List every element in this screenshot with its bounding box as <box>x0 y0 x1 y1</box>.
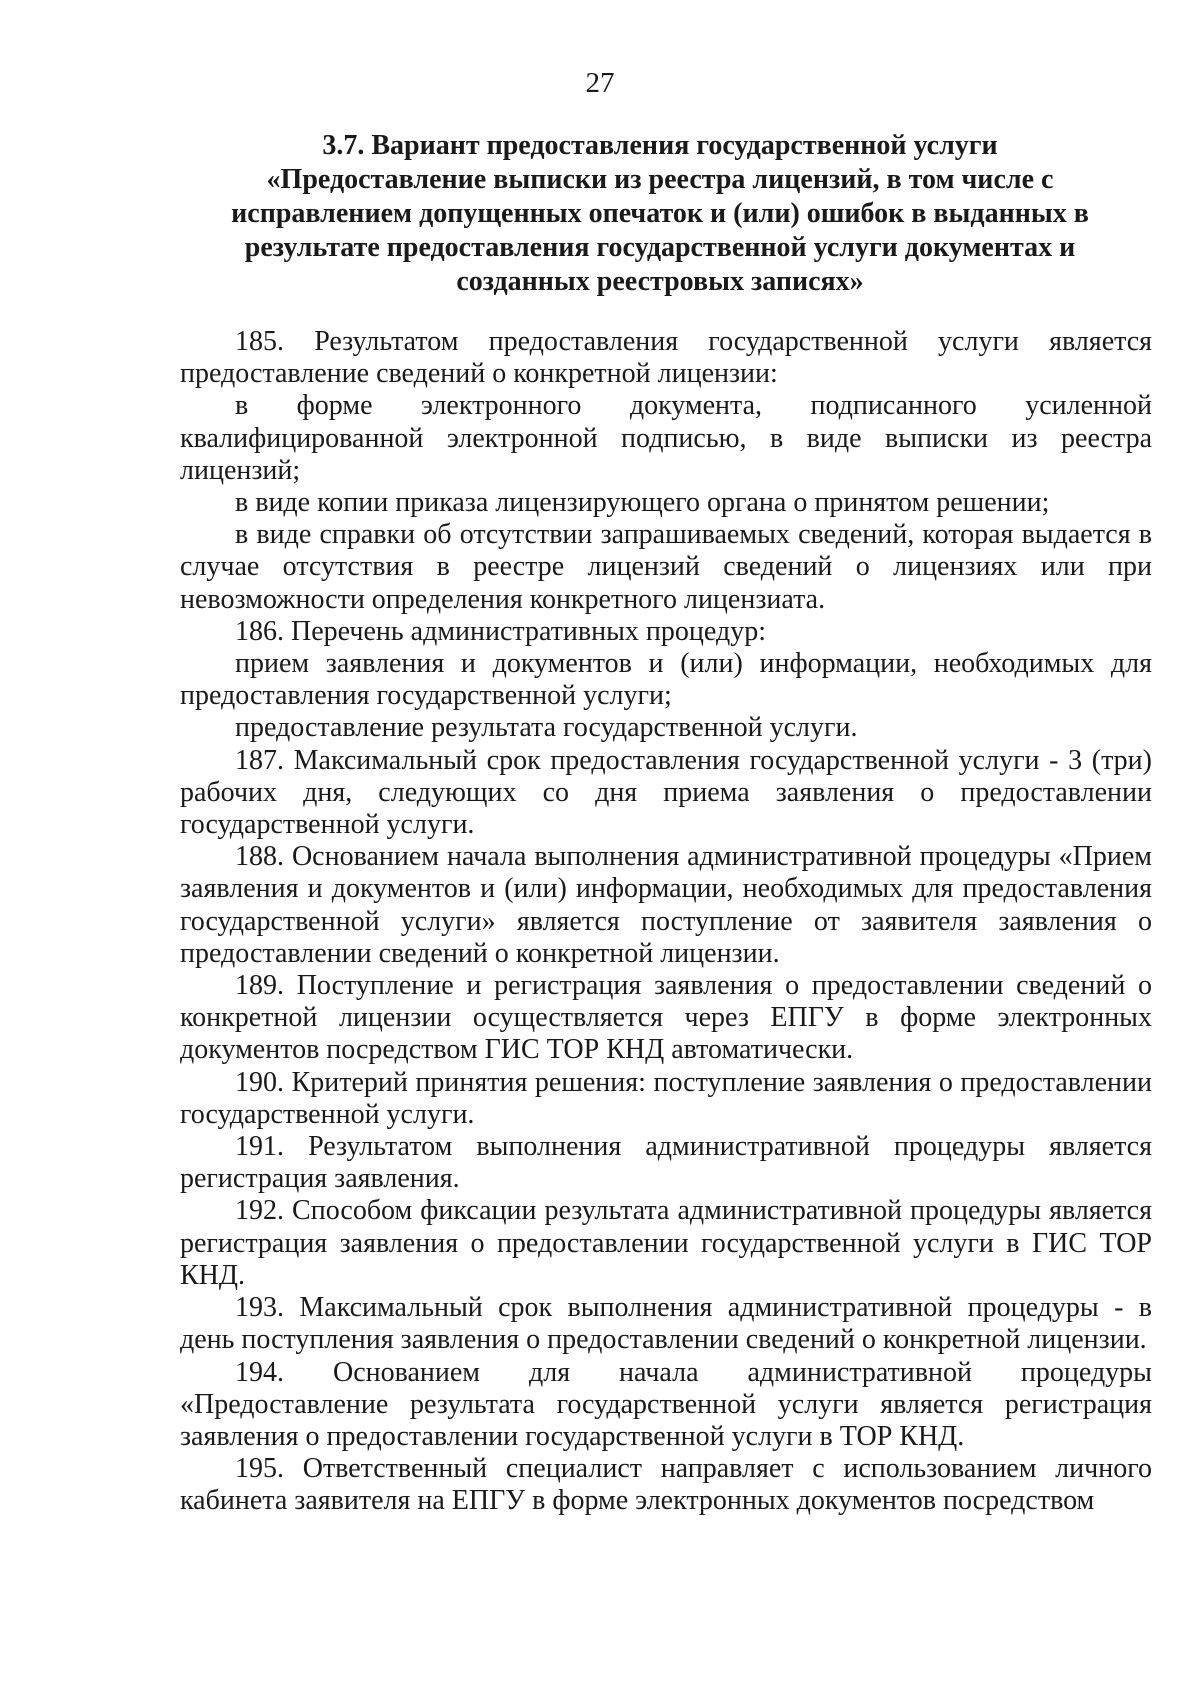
paragraph-absence-certificate: в виде справки об отсутствии запрашиваемых сведений, которая выдается в случае отсутствия в реестре лицензий сведений о лицензиях или при невозможности определения конкретного лицензиата. <box>180 519 1152 615</box>
heading-line: созданных реестровых записях» <box>456 266 864 297</box>
heading-line: исправлением допущенных опечаток и (или) ошибок в выданных в <box>231 198 1089 229</box>
paragraph-195: 195. Ответственный специалист направляет с использованием личного кабинета заявителя на ЕПГУ в форме электронных документов посредством <box>180 1453 1152 1517</box>
heading-line: результате предоставления государственной услуги документах и <box>244 232 1076 263</box>
heading-line: 3.7. Вариант предоставления государственной услуги <box>322 130 998 161</box>
paragraph-194: 194. Основанием для начала административной процедуры «Предоставление результата государственной услуги является регистрация заявления о предоставлении государственной услуги в ТОР КНД. <box>180 1356 1152 1452</box>
paragraph-191: 191. Результатом выполнения административной процедуры является регистрация заявления. <box>180 1131 1152 1195</box>
paragraph-186: 186. Перечень административных процедур: <box>235 615 766 647</box>
paragraph-electronic-document: в форме электронного документа, подписанного усиленной квалифицированной электронной подписью, в виде выписки из реестра лицензий; <box>180 390 1152 486</box>
heading-line: «Предоставление выписки из реестра лицензий, в том числе с <box>266 164 1054 195</box>
paragraph-188: 188. Основанием начала выполнения административной процедуры «Прием заявления и документов и (или) информации, необходимых для предоставления государственной услуги» является поступление от заявителя заявления о предоставлении сведений о конкретной лицензии. <box>180 841 1152 969</box>
paragraph-189: 189. Поступление и регистрация заявления о предоставлении сведений о конкретной лицензии осуществляется через ЕПГУ в форме электронных документов посредством ГИС ТОР КНД автоматически. <box>180 970 1152 1066</box>
paragraph-192: 192. Способом фиксации результата административной процедуры является регистрация заявления о предоставлении государственной услуги в ГИС ТОР КНД. <box>180 1195 1152 1291</box>
section-heading <box>180 129 1140 299</box>
paragraph-185: 185. Результатом предоставления государственной услуги является предоставление сведений о конкретной лицензии: <box>180 326 1152 390</box>
document-body <box>180 326 1152 1518</box>
paragraph-order-copy: в виде копии приказа лицензирующего органа о принятом решении; <box>235 487 1050 519</box>
paragraph-application-reception: прием заявления и документов и (или) информации, необходимых для предоставления государственной услуги; <box>180 648 1152 712</box>
page-number: 27 <box>585 67 615 99</box>
paragraph-193: 193. Максимальный срок выполнения административной процедуры - в день поступления заявления о предоставлении сведений о конкретной лицензии. <box>180 1292 1152 1356</box>
paragraph-187: 187. Максимальный срок предоставления государственной услуги - 3 (три) рабочих дня, следующих со дня приема заявления о предоставлении государственной услуги. <box>180 744 1152 841</box>
paragraph-result-provision: предоставление результата государственной услуги. <box>235 712 858 744</box>
paragraph-190: 190. Критерий принятия решения: поступление заявления о предоставлении государственной услуги. <box>180 1066 1152 1130</box>
